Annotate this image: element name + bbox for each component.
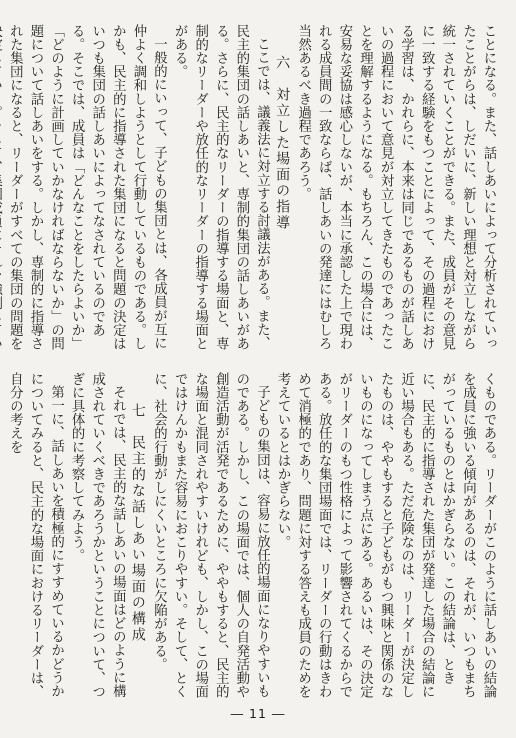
page-number: ― 11 ― — [230, 706, 286, 721]
paragraph-continuation-lower: くものである。リーダーがこのように話しあいの結論を成員に強いる傾向があるのは、それが、いつもまちがっているものとはかぎらない。この結論は、ときに、民主的に指導された集団が発達した場合の結論に近い場合もある。ただ危険なのは、リーダーが決定したものは、ややもすると子どもがもつ興味と関係のないものになってしまう点にある。あるいは、その決定がリーダーのもつ性格によって影響されてくるからである。放任的な集団場面では、リーダーの行動はきわめて消極的であり、問題に対する答えも成員のためを考えているとはかぎらない。 — [275, 372, 496, 699]
paragraph-child-group: 子どもの集団は、容易に放任的場面になりやすいものである。しかし、この場面では、個人の自発活動や創造活動が活発であるために、ややもすると、民主的な場面と混同されやすいけれども、しかし、この場面ではけんかもまた容易におこりやすい。そして、とくに、社会的行動がしにくいところに欠陥がある。 — [151, 372, 270, 699]
paragraph-continuation: ことになる。また、話しあいによって分析されていったことがらは、しだいに、新しい理想と対立しながら統一されていくことができる。また、成員がその意見に一致する経験をもつことによって、その過程における学習は、かれらに、本来は同じであるものが話しあいの過程において意見が対立してきたものであったことを理解するようになる。もちろん、この場合には、安易な妥協は感心しないが、本当に承認した上で現われる成員間の一致ならば、話しあいの発達にはむしろ当然あるべき過程であろう。 — [295, 24, 496, 351]
paragraph-7b: 第一に、話しあいを積極的にすすめているかどうかについてみると、民主的な場面におけるリーダーは、自分の考えを — [7, 372, 64, 699]
section-heading-7: 七 民主的な話しあい場面の構成 — [129, 402, 146, 643]
paragraph-7a: それでは、民主的な話しあいの場面はどのように構成されていくべきであろうかということについて、つぎに具体的に考察してみよう。 — [69, 372, 126, 699]
paragraph-6a: ここでは、議義法に対立する討議法がある。また、民主的集団の話しあいと、専制的集団の話しあいがある。さらに、民主的なリーダーの指導する場面と、専制的なリーダーや放任的なリーダーの指導する場面とがある。 — [172, 24, 270, 351]
upper-text-block — [7, 24, 498, 357]
lower-text-block — [7, 372, 498, 705]
paragraph-6b: 一般的にいって、子どもの集団とは、各成員が互に仲よく調和しようとして行動しているものである。しかも、民主的に指導された集団になると問題の決定はいつも集団の話しあいによってなされているのである。そこでは、成員は「どんなことをしたらよいか」「どのように計画していかなければならないか」の問題について話しあいをする。しかし、専制的に指導された集団になると、リーダーがすべての集団の問題を — [7, 24, 167, 351]
section-heading-6: 六 対立した場面の指導 — [274, 54, 291, 231]
